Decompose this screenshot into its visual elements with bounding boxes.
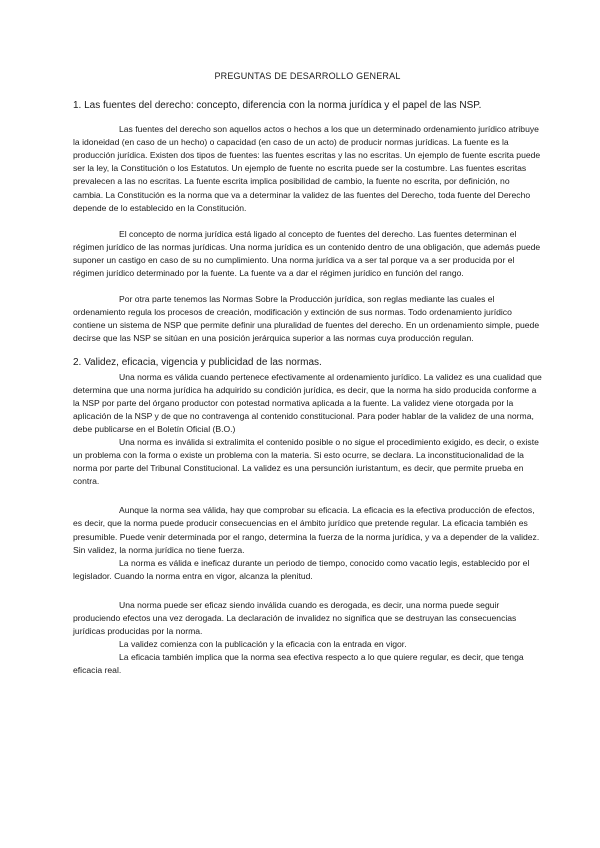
paragraph: Una norma es inválida si extralimita el contenido posible o no sigue el procedimiento exigido, es decir, o existe un problema con la forma o existe un problema con la materia. Si esto ocurre, se declara. La inconstitucionalidad de la norma por parte del Tribunal Constitucional. La validez es una persunción iuristantum, es decir, que permite prueba en contra. [73, 436, 539, 487]
paragraph: El concepto de norma jurídica está ligado al concepto de fuentes del derecho. Las fuentes determinan el régimen jurídico de las normas jurídicas. Una norma jurídica es un contenido dentro de una obligación, que además puede suponer un castigo en caso de su no cumplimiento. Una norma jurídica va a ser tal porque va a ser producida por el régimen jurídico determinado por la fuente. La fuente va a dar el régimen jurídico en función del rango. [73, 228, 541, 279]
paragraph: Las fuentes del derecho son aquellos actos o hechos a los que un determinado ordenamiento jurídico atribuye la idoneidad (en caso de un hecho) o capacidad (en caso de un acto) de producir normas jurídicas. La fuente es la producción jurídica. Existen dos tipos de fuentes: las fuentes escritas y las no escritas. Un ejemplo de fuente escrita puede ser la ley, la Constitución o los Estatutos. Un ejemplo de fuente no escrita puede ser la costumbre. Las fuentes escritas prevalecen a las no escritas. La fuente escrita implica posibilidad de cambio, la fuente no escrita, por definición, no cambia. La Constitución es la norma que va a determinar la validez de las fuentes del Derecho, toda fuente del Derecho depende de lo establecido en la Constitución. [73, 124, 541, 213]
paragraph: Aunque la norma sea válida, hay que comprobar su eficacia. La eficacia es la efectiva producción de efectos, es decir, que la norma puede producir consecuencias en el ámbito jurídico que pretende regular. La eficacia también es presumible. Puede venir determinada por el rango, determina la fuerza de la norma jurídica, y va a depender de la validez. Sin validez, la norma jurídica no tiene fuerza. [73, 505, 540, 555]
document-title: PREGUNTAS DE DESARROLLO GENERAL [214, 71, 401, 81]
paragraph: Por otra parte tenemos las Normas Sobre la Producción jurídica, son reglas mediante las cuales el ordenamiento regula los procesos de creación, modificación y extinción de sus normas. Todo ordenamiento jurídico contiene un sistema de NSP que permite definir una pluralidad de fuentes del derecho. En un ordenamiento simple, puede decirse que las NSP se sitúan en una posición jerárquica superior a las normas cuya producción regulan. [73, 294, 540, 344]
section-heading-1: 1. Las fuentes del derecho: concepto, diferencia con la norma jurídica y el papel de las NSP. [73, 100, 482, 112]
paragraph: La validez comienza con la publicación y la eficacia con la entrada en vigor. [119, 639, 407, 650]
paragraph: Una norma puede ser eficaz siendo inválida cuando es derogada, es decir, una norma puede seguir produciendo efectos una vez derogada. La declaración de invalidez no significa que se destruyan las consecuencias jurídicas producidas por la norma. [73, 599, 517, 637]
paragraph: La norma es válida e ineficaz durante un periodo de tiempo, conocido como vacatio legis, establecido por el legislador. Cuando la norma entra en vigor, alcanza la plenitud. [73, 557, 530, 581]
paragraph: La eficacia también implica que la norma sea efectiva respecto a lo que quiere regular, es decir, que tenga eficacia real. [73, 652, 524, 676]
paragraph: Una norma es válida cuando pertenece efectivamente al ordenamiento jurídico. La validez es una cualidad que determina que una norma jurídica ha adquirido su condición jurídica, es decir, que la norma ha sido producida conforme a la NSP por parte del órgano productor con potestad normativa aplicada a la fuente. La validez viene otorgada por la aplicación de la NSP y de que no contravenga al contenido constitucional. Para poder hablar de la validez de una norma, debe publicarse en el Boletín Oficial (B.O.) [73, 371, 542, 434]
section-heading-2: 2. Validez, eficacia, vigencia y publicidad de las normas. [73, 356, 322, 368]
